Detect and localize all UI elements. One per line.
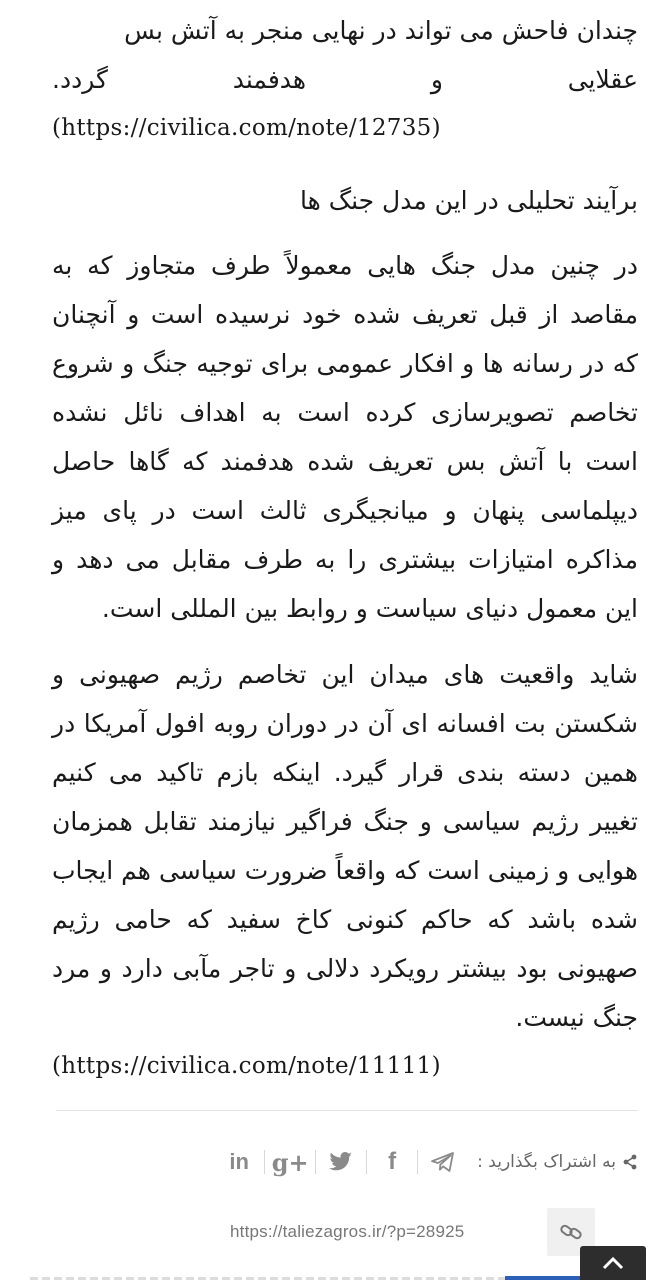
share-label-text: به اشتراک بگذارید : [477,1152,616,1172]
section-heading: برآیند تحلیلی در این مدل جنگ ها [299,186,638,215]
shortlink-url[interactable]: https://taliezagros.ir/?p=28925 [230,1222,465,1241]
divider [56,1110,638,1111]
share-icon [622,1154,638,1170]
scroll-to-top-button[interactable] [580,1246,646,1280]
source-link[interactable]: (https://civilica.com/note/11111) [52,1053,441,1079]
share-icons [217,1142,465,1182]
telegram-icon[interactable] [421,1142,465,1182]
article-paragraph [52,6,638,153]
article-paragraph [52,650,638,1091]
share-bar [170,1140,638,1184]
paragraph-line: چندان فاحش می تواند در نهایی منجر به آتش بس [124,16,638,45]
chevron-up-icon [601,1254,625,1270]
linkedin-glyph: in [229,1149,249,1174]
paragraph-line: عقلایی و هدفمند گردد. [52,65,638,94]
shortlink-box [230,1208,595,1256]
facebook-glyph: f [388,1148,397,1175]
linkedin-icon[interactable] [217,1142,261,1182]
source-link[interactable]: (https://civilica.com/note/12735) [52,115,441,141]
facebook-icon[interactable] [370,1142,414,1182]
twitter-icon[interactable] [319,1142,363,1182]
google-plus-icon[interactable] [268,1142,312,1182]
separator [366,1150,367,1174]
separator [264,1150,265,1174]
google-plus-glyph: g+ [271,1147,309,1177]
separator [417,1150,418,1174]
paragraph-text: شاید واقعیت های میدان این تخاصم رژیم صهیونی و شکستن بت افسانه ای آن در دوران روبه افول آمریکا در همین دسته بندی قرار گیرد. اینکه بازم تاکید می کنیم تغییر رژیم سیاسی و جنگ فراگیر نیازمند تقابل همزمان هوایی و زمینی است که واقعاً ضرورت سیاسی هم ایجاب شده باشد که حاکم کنونی کاخ سفید که حامی رژیم صهیونی بود بیشتر رویکرد دلالی و تاجر مآبی دارد و مرد جنگ نیست. [52,660,638,1032]
article-paragraph: در چنین مدل جنگ هایی معمولاً طرف متجاوز که به مقاصد از قبل تعریف شده خود نرسیده است و آنچنان که در رسانه ها و افکار عمومی برای توجیه جنگ و شروع تخاصم تصویرسازی کرده است به اهداف نائل نشده است با آتش بس تعریف شده هدفمند که گاها حاصل دیپلماسی پنهان و میانجیگری ثالث است در پای میز مذاکره امتیازات بیشتری را به طرف مقابل می دهد و این معمول دنیای سیاست و روابط بین المللی است. [52,251,638,623]
accent-strip [505,1276,585,1280]
separator [315,1150,316,1174]
share-label [477,1152,638,1172]
